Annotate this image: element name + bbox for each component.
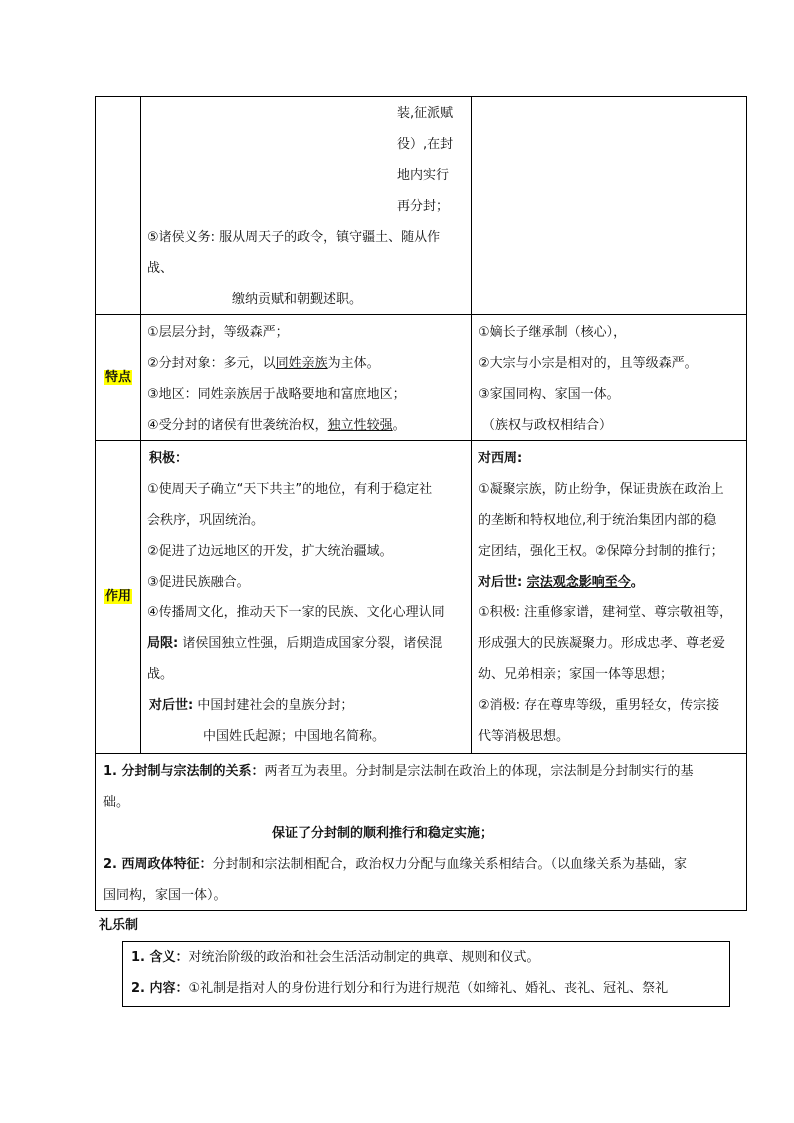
text-span: 对统治阶级的政治和社会生活活动制定的典章、规则和仪式。	[188, 950, 540, 965]
label-tezheng-text: 特点	[105, 370, 132, 385]
text-span: 两者互为表里。分封制是宗法制在政治上的体现，宗法制是分封制实行的基	[264, 764, 694, 779]
label-column-border	[140, 96, 141, 754]
text-bold: 局限:	[147, 636, 179, 651]
text-bold: 对后世:	[149, 698, 194, 713]
text-bold: 1. 分封制与宗法制的关系：	[103, 764, 265, 779]
text-line: ②大宗与小宗是相对的，且等级森严。	[478, 356, 698, 371]
text-span: 诸侯国独立性强，后期造成国家分裂，诸侯混	[178, 636, 443, 651]
text-line	[147, 418, 406, 434]
text-line: 中国姓氏起源；中国地名简称。	[203, 729, 386, 744]
text-span: ④受分封的诸侯有世袭统治权，	[147, 418, 328, 433]
label-tezheng	[104, 370, 132, 386]
underlined-term: 宗法观念影响至今	[526, 575, 631, 590]
text-line: 代等消极思想。	[478, 729, 570, 744]
text-line	[478, 575, 644, 591]
text-line: 幼、兄弟相亲；家国一体等思想；	[478, 667, 674, 682]
table-right-border	[746, 96, 747, 911]
text-span: 为主体。	[327, 356, 380, 371]
text-span: 分封制和宗法制相配合，政治权力分配与血缘关系相结合。（以血缘关系为基础，家	[212, 857, 688, 872]
underlined-term: 独立性较强	[327, 418, 393, 433]
text-line: 地内实行	[397, 168, 450, 183]
table-top-border	[95, 96, 747, 97]
text-line: ②消极: 存在尊卑等级，重男轻女，传宗接	[478, 698, 720, 713]
text-line: 保证了分封制的顺利推行和稳定实施；	[272, 826, 494, 841]
underlined-term: 同姓亲族	[275, 356, 328, 371]
text-line: ①使周天子确立“天下共主”的地位，有利于稳定社	[147, 482, 433, 497]
text-line	[147, 636, 442, 652]
middle-column-border	[471, 96, 472, 754]
text-line: ③家国同构、家国一体。	[478, 387, 620, 402]
text-line: ①凝聚宗族，防止纷争，保证贵族在政治上	[478, 482, 724, 497]
text-line	[149, 698, 353, 714]
text-line: ③促进民族融合。	[147, 575, 250, 590]
text-line: 国同构，家国一体）。	[103, 888, 227, 903]
text-line: 础。	[103, 795, 130, 810]
text-line	[103, 764, 694, 780]
text-line: 缴纳贡赋和朝觐述职。	[232, 292, 363, 307]
text-line: ①层层分封，等级森严；	[147, 325, 289, 340]
text-line	[147, 356, 380, 372]
text-line: 战、	[147, 261, 174, 276]
section-heading: 积极：	[149, 451, 189, 466]
text-line: （族权与政权相结合）	[482, 418, 613, 433]
label-zuoyong-text: 作用	[105, 589, 132, 604]
text-bold: 1. 含义：	[131, 950, 189, 965]
row-border-3	[95, 753, 747, 754]
text-line: 再分封；	[397, 199, 450, 214]
text-line: ④传播周文化，推动天下一家的民族、文化心理认同	[147, 605, 445, 620]
section-heading: 对西周:	[478, 451, 523, 466]
text-bold: 对后世:	[478, 575, 527, 590]
text-line: ①嫡长子继承制（核心），	[478, 325, 627, 340]
text-span: 。	[630, 575, 644, 590]
text-line: 战。	[147, 667, 174, 682]
text-line: 形成强大的民族凝聚力。形成忠孝、尊老爱	[478, 636, 726, 651]
text-line: ②促进了边远地区的开发，扩大统治疆域。	[147, 544, 393, 559]
text-line	[131, 981, 668, 997]
text-line: ③地区：同姓亲族居于战略要地和富庶地区；	[147, 387, 406, 402]
section-title-liyue: 礼乐制	[99, 918, 139, 933]
row-border-2	[95, 440, 747, 441]
text-line: 的垄断和特权地位,利于统治集团内部的稳	[478, 513, 717, 528]
text-line: ①积极: 注重修家谱，建祠堂、尊宗敬祖等，	[478, 605, 733, 620]
label-zuoyong	[104, 589, 132, 605]
text-line: 会秩序，巩固统治。	[147, 513, 265, 528]
text-span: 。	[392, 418, 406, 433]
text-line	[103, 857, 687, 873]
text-line: 定团结，强化王权。②保障分封制的推行；	[478, 544, 724, 559]
text-bold: 2. 内容：	[131, 981, 189, 996]
text-line: 役）,在封	[397, 137, 454, 152]
text-line: ⑤诸侯义务: 服从周天子的政令，镇守疆土、随从作	[147, 230, 441, 245]
table-bottom-border	[95, 910, 747, 911]
table-left-border	[95, 96, 96, 911]
text-bold: 2. 西周政体特征：	[103, 857, 213, 872]
row-border-1	[95, 314, 747, 315]
text-line	[131, 950, 540, 966]
text-span: ①礼制是指对人的身份进行划分和行为进行规范（如缔礼、婚礼、丧礼、冠礼、祭礼	[188, 981, 669, 996]
text-span: 中国封建社会的皇族分封；	[193, 698, 354, 713]
text-span: ②分封对象：多元，以	[147, 356, 276, 371]
text-line: 装,征派赋	[397, 106, 454, 121]
